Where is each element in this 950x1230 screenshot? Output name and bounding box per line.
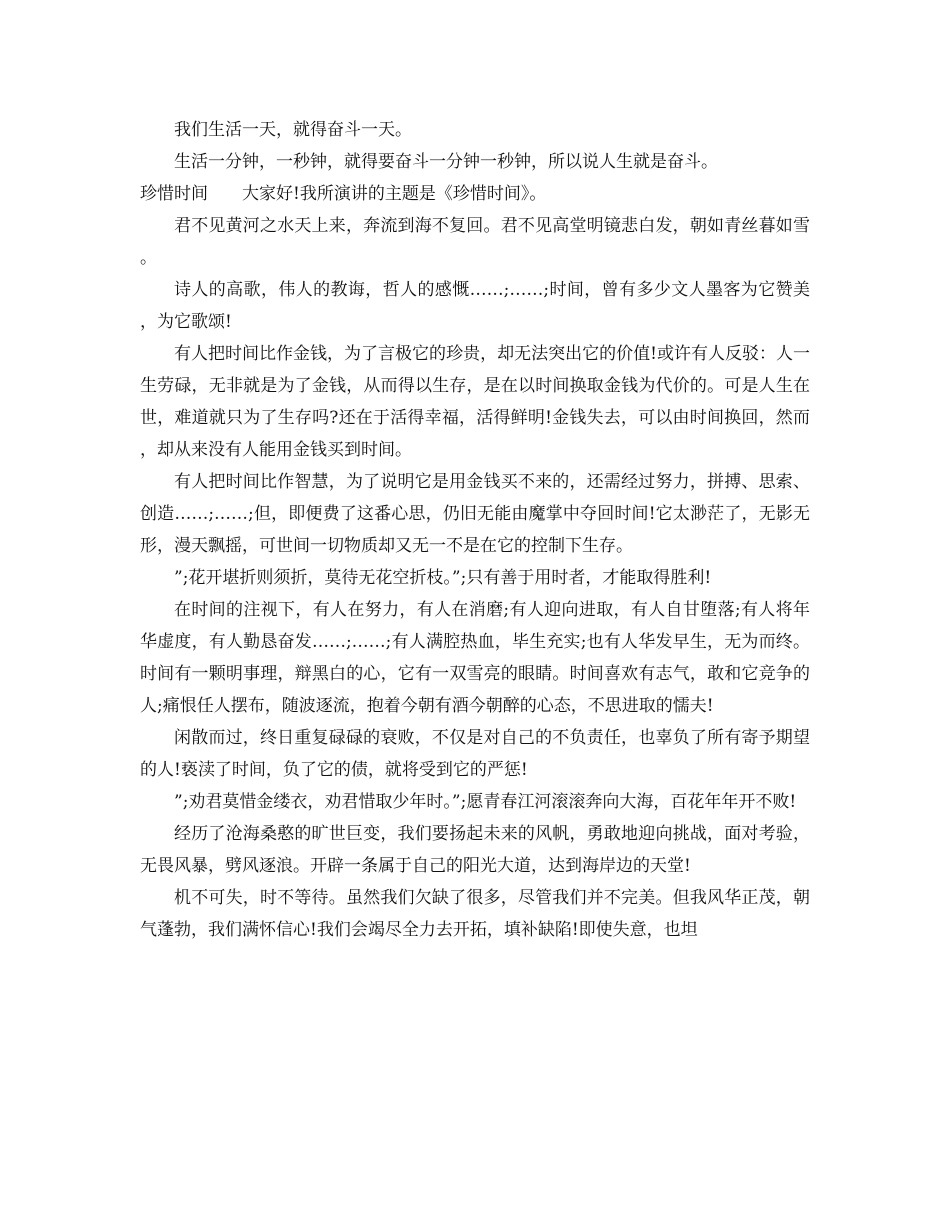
paragraph-11: ”;劝君莫惜金缕衣，劝君惜取少年时。”;愿青春江河滚滚奔向大海，百花年年开不败!: [174, 792, 797, 812]
paragraph-12: 经历了沧海桑憨的旷世巨变，我们要扬起未来的风帆，勇敢地迎向挑战，面对考验，无畏风暴，劈风逐浪。开辟一条属于自己的阳光大道，达到海岸边的天堂!: [140, 824, 810, 876]
paragraph-7: 有人把时间比作智慧，为了说明它是用金钱买不来的，还需经过努力，拼搏、思索、创造……;……;但，即便费了这番心思，仍旧无能由魔掌中夺回时间!它太渺茫了，无影无形，漫天飘摇，可世间一切物质却又无一不是在它的控制下生存。: [140, 472, 810, 556]
paragraph-8: ”;花开堪折则须折，莫待无花空折枝。”;只有善于用时者，才能取得胜利!: [174, 568, 712, 588]
document-body: [140, 114, 810, 946]
paragraph-6: 有人把时间比作金钱，为了言极它的珍贵，却无法突出它的价值!或许有人反驳：人一生劳碌，无非就是为了金钱，从而得以生存，是在以时间换取金钱为代价的。可是人生在世，难道就只为了生存吗?还在于活得幸福，活得鲜明!金钱失去，可以由时间换回，然而，却从来没有人能用金钱买到时间。: [140, 344, 810, 460]
paragraph-5: 诗人的高歌，伟人的教诲，哲人的感慨……;……;时间，曾有多少文人墨客为它赞美，为它歌颂!: [140, 280, 810, 332]
paragraph-13: 机不可失，时不等待。虽然我们欠缺了很多，尽管我们并不完美。但我风华正茂，朝气蓬勃，我们满怀信心!我们会竭尽全力去开拓，填补缺陷!即使失意，也坦: [140, 888, 810, 940]
paragraph-4: 君不见黄河之水天上来，奔流到海不复回。君不见高堂明镜悲白发，朝如青丝暮如雪。: [140, 216, 810, 268]
paragraph-3-title-line: 珍惜时间 大家好!我所演讲的主题是《珍惜时间》。: [140, 184, 547, 204]
paragraph-1: 我们生活一天，就得奋斗一天。: [174, 120, 412, 140]
paragraph-9: 在时间的注视下，有人在努力，有人在消磨;有人迎向进取，有人自甘堕落;有人将年华虚度，有人勤恳奋发……;……;有人满腔热血，毕生充实;也有人华发早生，无为而终。时间有一颗明事理，辩黑白的心，它有一双雪亮的眼睛。时间喜欢有志气，敢和它竞争的人;痛恨任人摆布，随波逐流，抱着今朝有酒今朝醉的心态，不思进取的懦夫!: [140, 600, 810, 716]
paragraph-2: 生活一分钟，一秒钟，就得要奋斗一分钟一秒钟，所以说人生就是奋斗。: [174, 152, 718, 172]
paragraph-10: 闲散而过，终日重复碌碌的衰败，不仅是对自己的不负责任，也辜负了所有寄予期望的人!亵渎了时间，负了它的债，就将受到它的严惩!: [140, 728, 810, 780]
